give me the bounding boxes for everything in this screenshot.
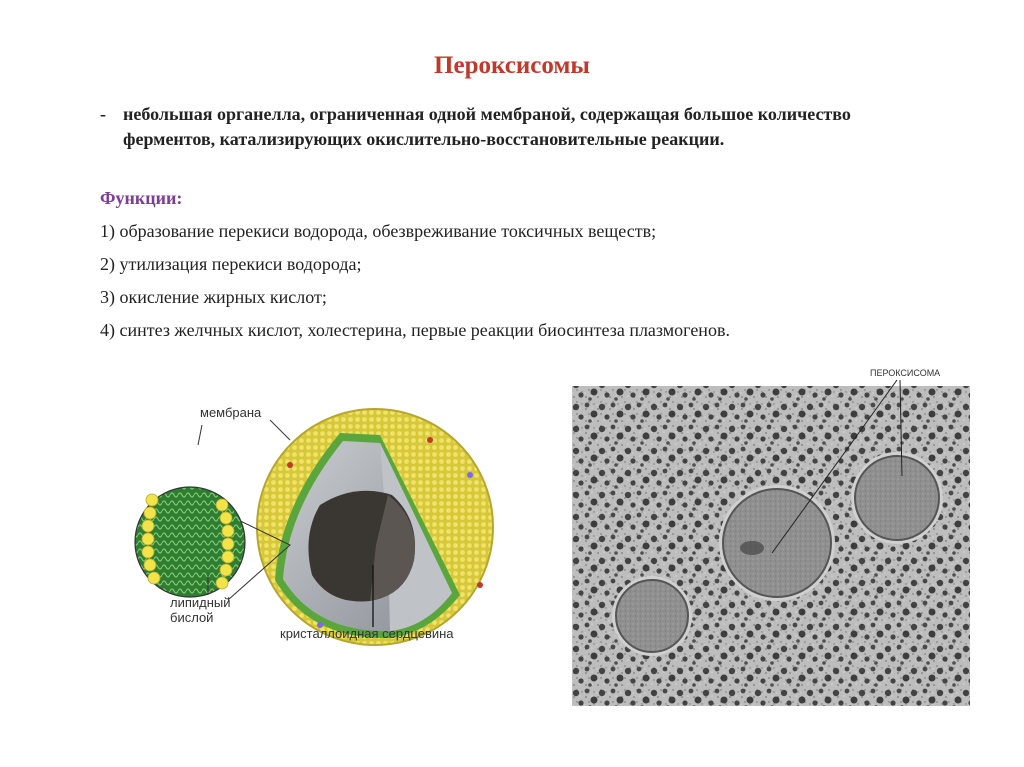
- functions-list: [100, 222, 730, 354]
- slide-title: Пероксисомы: [434, 52, 590, 79]
- function-item: 1) образование перекиси водорода, обезвреживание токсичных веществ;: [100, 221, 657, 241]
- label-bilayer-2: бислой: [170, 610, 214, 625]
- micrograph-label: ПЕРОКСИСОМА: [870, 368, 941, 378]
- function-item: 3) окисление жирных кислот;: [100, 287, 327, 307]
- label-membrane: мембрана: [200, 405, 262, 420]
- peroxisome-sphere: [257, 409, 493, 645]
- lipid-bilayer-inset: [135, 487, 245, 597]
- definition-dash: -: [100, 104, 106, 124]
- definition: [100, 102, 930, 152]
- function-item: 4) синтез желчных кислот, холестерина, первые реакции биосинтеза плазмогенов.: [100, 320, 730, 340]
- label-crystalloid-core: кристаллоидная сердцевина: [280, 626, 454, 641]
- label-bilayer-1: липидный: [170, 595, 231, 610]
- peroxisome-diagram: [130, 395, 530, 665]
- electron-micrograph: [572, 358, 970, 706]
- definition-text: небольшая органелла, ограниченная одной мембраной, содержащая большое количество ферментов, катализирующих окислительно-восстановительные реакции.: [123, 104, 851, 149]
- function-item: 2) утилизация перекиси водорода;: [100, 254, 362, 274]
- functions-heading: Функции:: [100, 188, 183, 208]
